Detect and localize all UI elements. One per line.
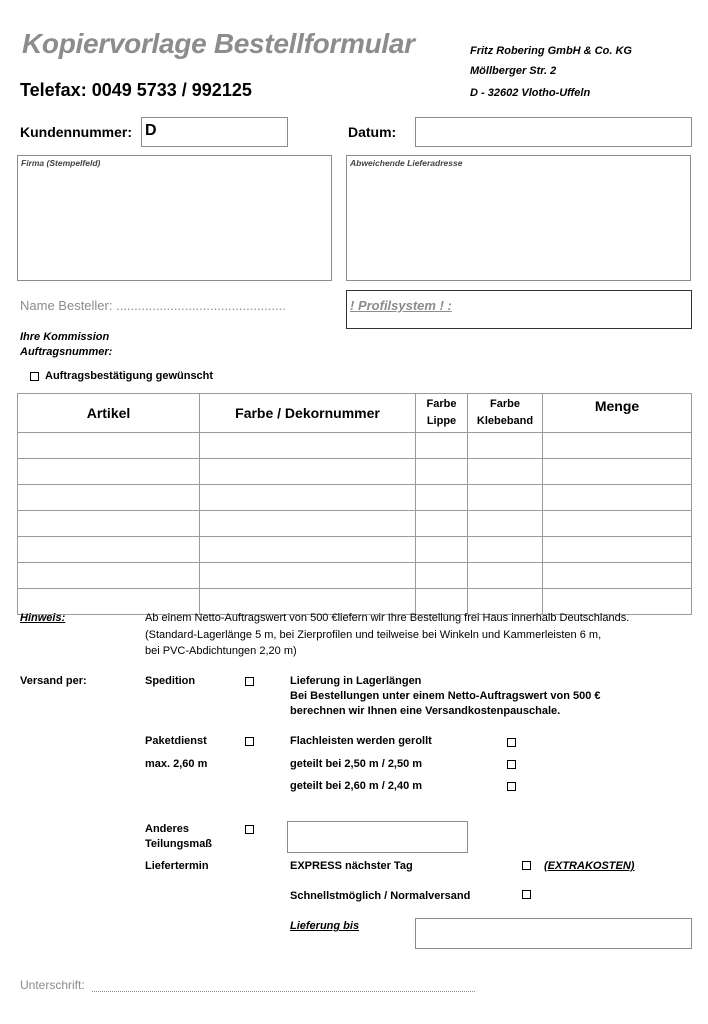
other-split-label-2: Teilungsmaß — [145, 838, 213, 850]
confirmation-label: Auftragsbestätigung gewünscht — [45, 370, 214, 382]
customer-number-value: D — [145, 122, 157, 139]
table-row — [18, 485, 692, 511]
commission-label: Ihre Kommission — [20, 331, 110, 343]
notice-label: Hinweis: — [20, 612, 66, 624]
table-cell[interactable] — [543, 589, 692, 615]
col-farbe-lippe-line2: Lippe — [426, 415, 457, 427]
signature-line[interactable] — [92, 990, 475, 992]
alt-delivery-label: Abweichende Lieferadresse — [350, 158, 463, 168]
table-cell[interactable] — [543, 485, 692, 511]
other-split-field[interactable] — [287, 821, 468, 853]
table-cell[interactable] — [468, 589, 543, 615]
signature-label: Unterschrift: — [20, 978, 85, 992]
order-number-label: Auftragsnummer: — [20, 346, 113, 358]
fax-number: Telefax: 0049 5733 / 992125 — [20, 80, 252, 100]
company-city: D - 32602 Vlotho-Uffeln — [470, 87, 591, 99]
col-farbe-klebeband — [468, 394, 543, 433]
table-cell[interactable] — [18, 459, 200, 485]
table-cell[interactable] — [200, 433, 416, 459]
table-cell[interactable] — [416, 511, 468, 537]
other-split-label-1: Anderes — [145, 823, 190, 835]
profile-system-label: ! Profilsystem ! : — [350, 298, 452, 313]
paket-max-label: max. 2,60 m — [145, 758, 208, 770]
table-cell[interactable] — [200, 563, 416, 589]
table-row — [18, 537, 692, 563]
col-farbe-dekor: Farbe / Dekornummer — [200, 394, 416, 433]
express-label: EXPRESS nächster Tag — [290, 860, 413, 872]
customer-number-field[interactable] — [141, 117, 288, 147]
table-cell[interactable] — [468, 485, 543, 511]
company-stamp-field[interactable] — [17, 155, 332, 281]
split-260-checkbox[interactable] — [507, 782, 516, 791]
table-cell[interactable] — [416, 589, 468, 615]
delivery-date-label: Liefertermin — [145, 860, 209, 872]
table-cell[interactable] — [416, 537, 468, 563]
table-cell[interactable] — [543, 459, 692, 485]
table-row — [18, 433, 692, 459]
notice-line-3: bei PVC-Abdichtungen 2,20 m) — [145, 645, 297, 657]
table-cell[interactable] — [416, 563, 468, 589]
table-cell[interactable] — [200, 537, 416, 563]
flach-rolled-checkbox[interactable] — [507, 738, 516, 747]
table-row — [18, 589, 692, 615]
col-menge: Menge — [543, 394, 692, 433]
fastest-label: Schnellstmöglich / Normalversand — [290, 890, 471, 902]
spedition-checkbox[interactable] — [245, 677, 254, 686]
table-cell[interactable] — [468, 459, 543, 485]
table-cell[interactable] — [200, 459, 416, 485]
confirmation-checkbox[interactable] — [30, 372, 39, 381]
date-label: Datum: — [348, 124, 397, 140]
col-farbe-lippe — [416, 394, 468, 433]
table-cell[interactable] — [416, 485, 468, 511]
col-artikel: Artikel — [18, 394, 200, 433]
delivery-until-field[interactable] — [415, 918, 692, 949]
col-farbe-klebeband-line2: Klebeband — [476, 415, 534, 427]
split-260-label: geteilt bei 2,60 m / 2,40 m — [290, 780, 423, 792]
shipping-label: Versand per: — [20, 675, 87, 687]
table-cell[interactable] — [416, 433, 468, 459]
col-farbe-lippe-line1: Farbe — [426, 398, 457, 410]
paketdienst-label: Paketdienst — [145, 735, 207, 747]
col-farbe-klebeband-line1: Farbe — [490, 398, 520, 410]
notice-line-2: (Standard-Lagerlänge 5 m, bei Zierprofilen und teilweise bei Winkeln und Kammerleisten 6 m, — [145, 629, 602, 641]
split-250-label: geteilt bei 2,50 m / 2,50 m — [290, 758, 423, 770]
company-stamp-label: Firma (Stempelfeld) — [21, 158, 101, 168]
table-cell[interactable] — [468, 537, 543, 563]
alt-delivery-address-field[interactable] — [346, 155, 691, 281]
table-cell[interactable] — [543, 511, 692, 537]
spedition-label: Spedition — [145, 675, 196, 687]
fastest-checkbox[interactable] — [522, 890, 531, 899]
extra-costs-label: (EXTRAKOSTEN) — [544, 860, 635, 872]
table-cell[interactable] — [416, 459, 468, 485]
other-split-checkbox[interactable] — [245, 825, 254, 834]
table-row — [18, 511, 692, 537]
orderer-name-label[interactable]: Name Besteller: ............................................... — [20, 298, 286, 313]
table-cell[interactable] — [468, 511, 543, 537]
company-street: Möllberger Str. 2 — [470, 65, 557, 77]
table-cell[interactable] — [468, 563, 543, 589]
express-checkbox[interactable] — [522, 861, 531, 870]
table-cell[interactable] — [18, 433, 200, 459]
lager-title: Lieferung in Lagerlängen — [290, 675, 422, 687]
lager-line-2: Bei Bestellungen unter einem Netto-Auftragswert von 500 € — [290, 690, 601, 702]
notice-line-1: Ab einem Netto-Auftragswert von 500 €liefern wir Ihre Bestellung frei Haus innerhalb Deutschlands. — [145, 612, 630, 624]
order-table — [17, 393, 692, 615]
flach-rolled-label: Flachleisten werden gerollt — [290, 735, 432, 747]
date-field[interactable] — [415, 117, 692, 147]
table-cell[interactable] — [18, 589, 200, 615]
lager-line-3: berechnen wir Ihnen eine Versandkostenpauschale. — [290, 705, 561, 717]
table-header-row — [18, 394, 692, 433]
table-cell[interactable] — [468, 433, 543, 459]
table-cell[interactable] — [200, 589, 416, 615]
table-cell[interactable] — [18, 511, 200, 537]
table-cell[interactable] — [543, 537, 692, 563]
delivery-until-label: Lieferung bis — [290, 920, 360, 932]
table-cell[interactable] — [543, 563, 692, 589]
table-cell[interactable] — [18, 563, 200, 589]
paketdienst-checkbox[interactable] — [245, 737, 254, 746]
table-cell[interactable] — [200, 485, 416, 511]
table-cell[interactable] — [18, 485, 200, 511]
table-cell[interactable] — [200, 511, 416, 537]
split-250-checkbox[interactable] — [507, 760, 516, 769]
table-cell[interactable] — [18, 537, 200, 563]
form-title: Kopiervorlage Bestellformular — [22, 28, 415, 59]
table-row — [18, 563, 692, 589]
customer-number-label: Kundennummer: — [20, 124, 132, 140]
company-name: Fritz Robering GmbH & Co. KG — [470, 45, 632, 57]
table-cell[interactable] — [543, 433, 692, 459]
profile-system-field[interactable] — [346, 290, 692, 329]
table-row — [18, 459, 692, 485]
